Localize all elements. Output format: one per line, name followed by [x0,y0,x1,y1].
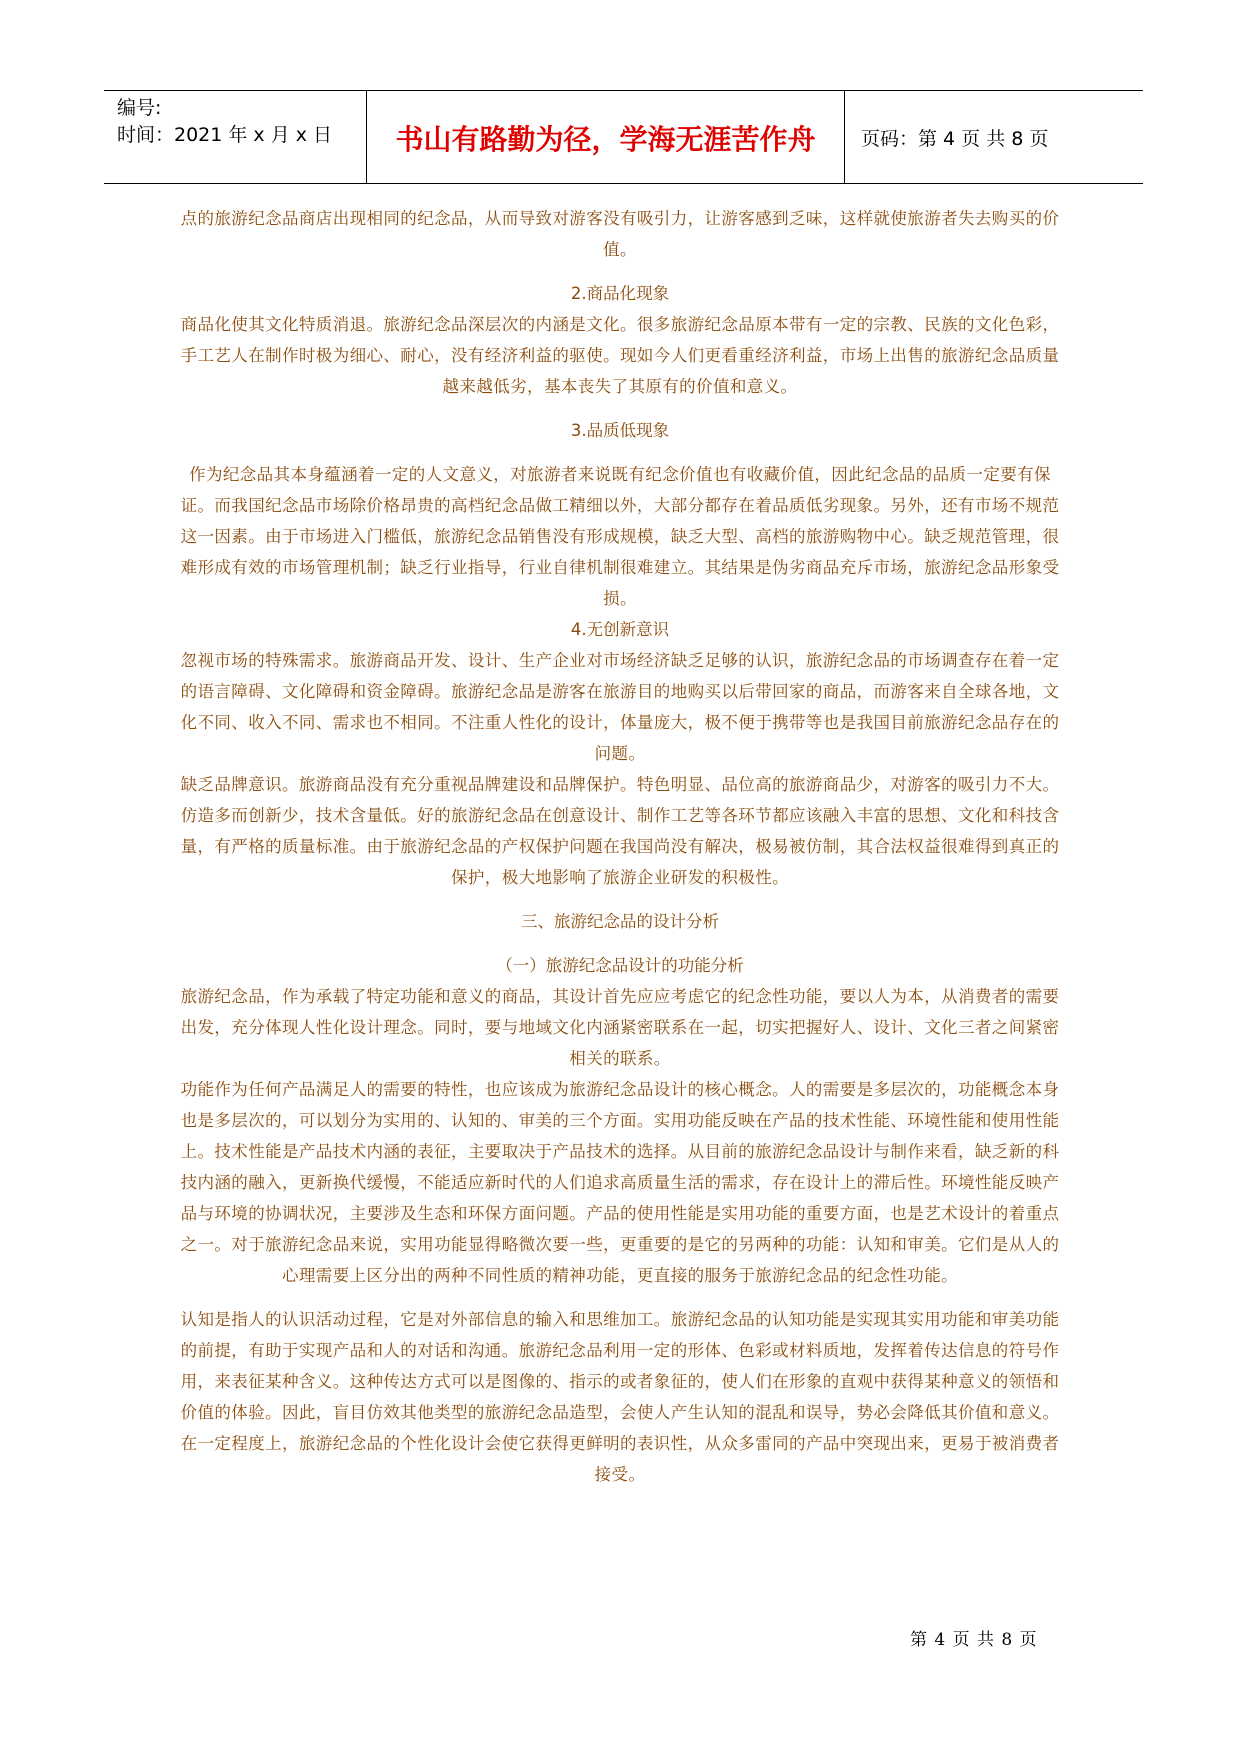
page-footer: 第 4 页 共 8 页 [910,1630,1038,1650]
paragraph-no-innovation: 忽视市场的特殊需求。旅游商品开发、设计、生产企业对市场经济缺乏足够的认识，旅游纪念品的市场调查存在着一定的语言障碍、文化障碍和资金障碍。旅游纪念品是游客在旅游目的地购买以后带回家的商品，而游客来自全球各地，文化不同、收入不同、需求也不相同。不注重人性化的设计，体量庞大，极不便于携带等也是我国目前旅游纪念品存在的问题。 [180,651,1060,763]
heading-commercialization: 2.商品化现象 [570,284,670,303]
paragraph-commercialization: 商品化使其文化特质消退。旅游纪念品深层次的内涵是文化。很多旅游纪念品原本带有一定的宗教、民族的文化色彩，手工艺人在制作时极为细心、耐心，没有经济利益的驱使。现如今人们更看重经济利益，市场上出售的旅游纪念品质量越来越低劣，基本丧失了其原有的价值和意义。 [180,315,1060,396]
paragraph-function-concept: 功能作为任何产品满足人的需要的特性，也应该成为旅游纪念品设计的核心概念。人的需要是多层次的，功能概念本身也是多层次的，可以划分为实用的、认知的、审美的三个方面。实用功能反映在产品的技术性能、环境性能和使用性能上。技术性能是产品技术内涵的表征，主要取决于产品技术的选择。从目前的旅游纪念品设计与制作来看，缺乏新的科技内涵的融入，更新换代缓慢，不能适应新时代的人们追求高质量生活的需求，存在设计上的滞后性。环境性能反映产品与环境的协调状况，主要涉及生态和环保方面问题。产品的使用性能是实用功能的重要方面，也是艺术设计的着重点之一。对于旅游纪念品来说，实用功能显得略微次要一些，更重要的是它的另两种的功能：认知和审美。它们是从人的心理需要上区分出的两种不同性质的精神功能，更直接的服务于旅游纪念品的纪念性功能。 [180,1080,1060,1285]
header-meta-cell [104,91,367,183]
motto: 书山有路勤为径，学海无涯苦作舟 [395,123,816,156]
paragraph-intro: 点的旅游纪念品商店出现相同的纪念品，从而导致对游客没有吸引力，让游客感到乏味，这样就使旅游者失去购买的价值。 [180,209,1060,259]
number-label: 编号: [117,97,162,119]
paragraph-low-quality: 作为纪念品其本身蕴涵着一定的人文意义，对旅游者来说既有纪念价值也有收藏价值，因此纪念品的品质一定要有保证。而我国纪念品市场除价格昂贵的高档纪念品做工精细以外，大部分都存在着品质低劣现象。另外，还有市场不规范这一因素。由于市场进入门槛低，旅游纪念品销售没有形成规模，缺乏大型、高档的旅游购物中心。缺乏规范管理，很难形成有效的市场管理机制；缺乏行业指导，行业自律机制很难建立。其结果是伪劣商品充斥市场，旅游纪念品形象受损。 [180,465,1060,608]
document-header [104,90,1143,184]
time-label: 时间：2021 年 x 月 x 日 [117,124,333,146]
heading-no-innovation: 4.无创新意识 [570,620,670,639]
header-page-cell [845,91,1143,183]
header-motto-cell [367,91,845,183]
paragraph-brand: 缺乏品牌意识。旅游商品没有充分重视品牌建设和品牌保护。特色明显、品位高的旅游商品少，对游客的吸引力不大。仿造多而创新少，技术含量低。好的旅游纪念品在创意设计、制作工艺等各环节都应该融入丰富的思想、文化和科技含量，有严格的质量标准。由于旅游纪念品的产权保护问题在我国尚没有解决，极易被仿制，其合法权益很难得到真正的保护，极大地影响了旅游企业研发的积极性。 [180,775,1060,887]
paragraph-cognition: 认知是指人的认识活动过程，它是对外部信息的输入和思维加工。旅游纪念品的认知功能是实现其实用功能和审美功能的前提，有助于实现产品和人的对话和沟通。旅游纪念品利用一定的形体、色彩或材料质地，发挥着传达信息的符号作用，来表征某种含义。这种传达方式可以是图像的、指示的或者象征的，使人们在形象的直观中获得某种意义的领悟和价值的体验。因此，盲目仿效其他类型的旅游纪念品造型，会使人产生认知的混乱和误导，势必会降低其价值和意义。在一定程度上，旅游纪念品的个性化设计会使它获得更鲜明的表识性，从众多雷同的产品中突现出来，更易于被消费者接受。 [180,1310,1060,1484]
section-title: 三、旅游纪念品的设计分析 [521,912,719,931]
page-info: 页码：第 4 页 共 8 页 [861,128,1049,150]
document-body [180,203,1060,1490]
subsection-title: （一）旅游纪念品设计的功能分析 [496,956,744,975]
heading-low-quality: 3.品质低现象 [570,421,670,440]
paragraph-souvenir-function: 旅游纪念品，作为承载了特定功能和意义的商品，其设计首先应应考虑它的纪念性功能，要以人为本，从消费者的需要出发，充分体现人性化设计理念。同时，要与地域文化内涵紧密联系在一起，切实把握好人、设计、文化三者之间紧密相关的联系。 [180,987,1060,1068]
